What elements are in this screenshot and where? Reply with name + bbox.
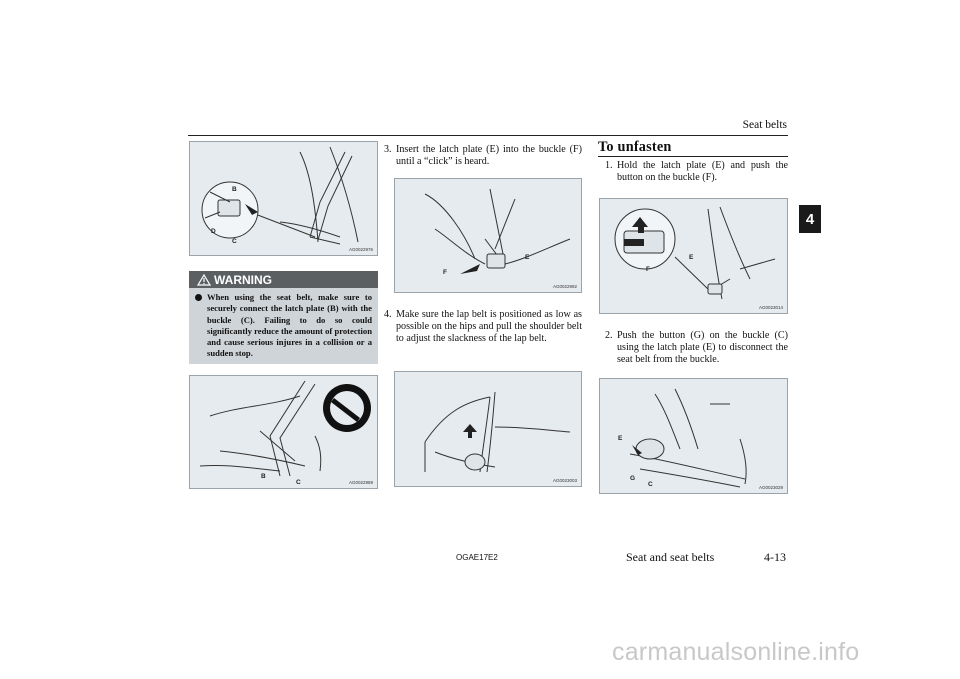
figure-label-f: F xyxy=(646,266,650,273)
warning-text: When using the seat belt, make sure to securely connect the latch plate (B) with the buckle (C). Failing to do so could significantly reduce the amount of protection and cause serious injures in a collision or a sudden stop. xyxy=(207,292,372,359)
figure-label-c: C xyxy=(648,481,653,488)
figure-latch-buckle xyxy=(189,141,378,256)
chapter-tab: 4 xyxy=(799,205,821,233)
warning-body xyxy=(189,288,378,360)
footer-page-number: 4-13 xyxy=(764,550,786,564)
step-number: 2. xyxy=(605,330,613,341)
figure-label-f: F xyxy=(443,269,447,276)
figure-code: AG0022989 xyxy=(348,480,373,485)
watermark: carmanualsonline.info xyxy=(612,638,860,666)
insert-latch-illustration xyxy=(395,179,582,293)
unfasten-step-1 xyxy=(605,160,788,184)
warning-box xyxy=(189,271,378,364)
figure-label-d: D xyxy=(211,228,216,235)
section-rule xyxy=(598,156,788,157)
lap-belt-illustration xyxy=(395,372,582,487)
figure-label-e: E xyxy=(525,254,530,261)
figure-label-c: C xyxy=(296,479,301,486)
figure-code: AG0023014 xyxy=(758,305,783,310)
figure-push-button xyxy=(599,198,788,314)
step-text: Hold the latch plate (E) and push the button on the buckle (F). xyxy=(617,160,788,183)
figure-incorrect-use xyxy=(189,375,378,489)
push-button-illustration xyxy=(600,199,788,314)
figure-label-e: E xyxy=(689,254,694,261)
step-3 xyxy=(384,144,582,168)
figure-lap-belt xyxy=(394,371,582,487)
footer-code: OGAE17E2 xyxy=(456,553,498,562)
figure-insert-latch xyxy=(394,178,582,293)
page-header-title: Seat belts xyxy=(742,119,787,131)
figure-label-c: C xyxy=(232,238,237,245)
header-rule xyxy=(188,135,788,136)
warning-bullet-icon xyxy=(195,294,202,301)
figure-code: AG0022992 xyxy=(552,284,577,289)
figure-code: AG0023003 xyxy=(552,478,577,483)
warning-title: WARNING xyxy=(214,272,272,287)
step-number: 1. xyxy=(605,160,613,171)
section-heading: To unfasten xyxy=(598,139,672,155)
incorrect-use-illustration xyxy=(190,376,378,489)
warning-triangle-icon xyxy=(197,274,211,286)
step-number: 4. xyxy=(384,309,392,320)
step-text: Make sure the lap belt is positioned as low as possible on the hips and pull the shoulder belt to adjust the slackness of the lap belt. xyxy=(396,309,582,344)
latch-buckle-illustration xyxy=(190,142,378,256)
footer-section: Seat and seat belts xyxy=(626,550,715,564)
unfasten-step-2 xyxy=(605,330,788,365)
figure-code: AG0022976 xyxy=(348,247,373,252)
figure-label-b: B xyxy=(232,186,237,193)
step-4 xyxy=(384,309,582,344)
figure-code: AG0023029 xyxy=(758,485,783,490)
warning-header xyxy=(189,271,378,288)
figure-label-e: E xyxy=(618,435,623,442)
step-text: Insert the latch plate (E) into the buckle (F) until a “click” is heard. xyxy=(396,144,582,167)
step-number: 3. xyxy=(384,144,392,155)
disconnect-illustration xyxy=(600,379,788,494)
figure-label-g: G xyxy=(630,475,636,482)
figure-disconnect xyxy=(599,378,788,494)
step-text: Push the button (G) on the buckle (C) using the latch plate (E) to disconnect the seat belt from the buckle. xyxy=(617,330,788,365)
figure-label-b: B xyxy=(261,473,266,480)
